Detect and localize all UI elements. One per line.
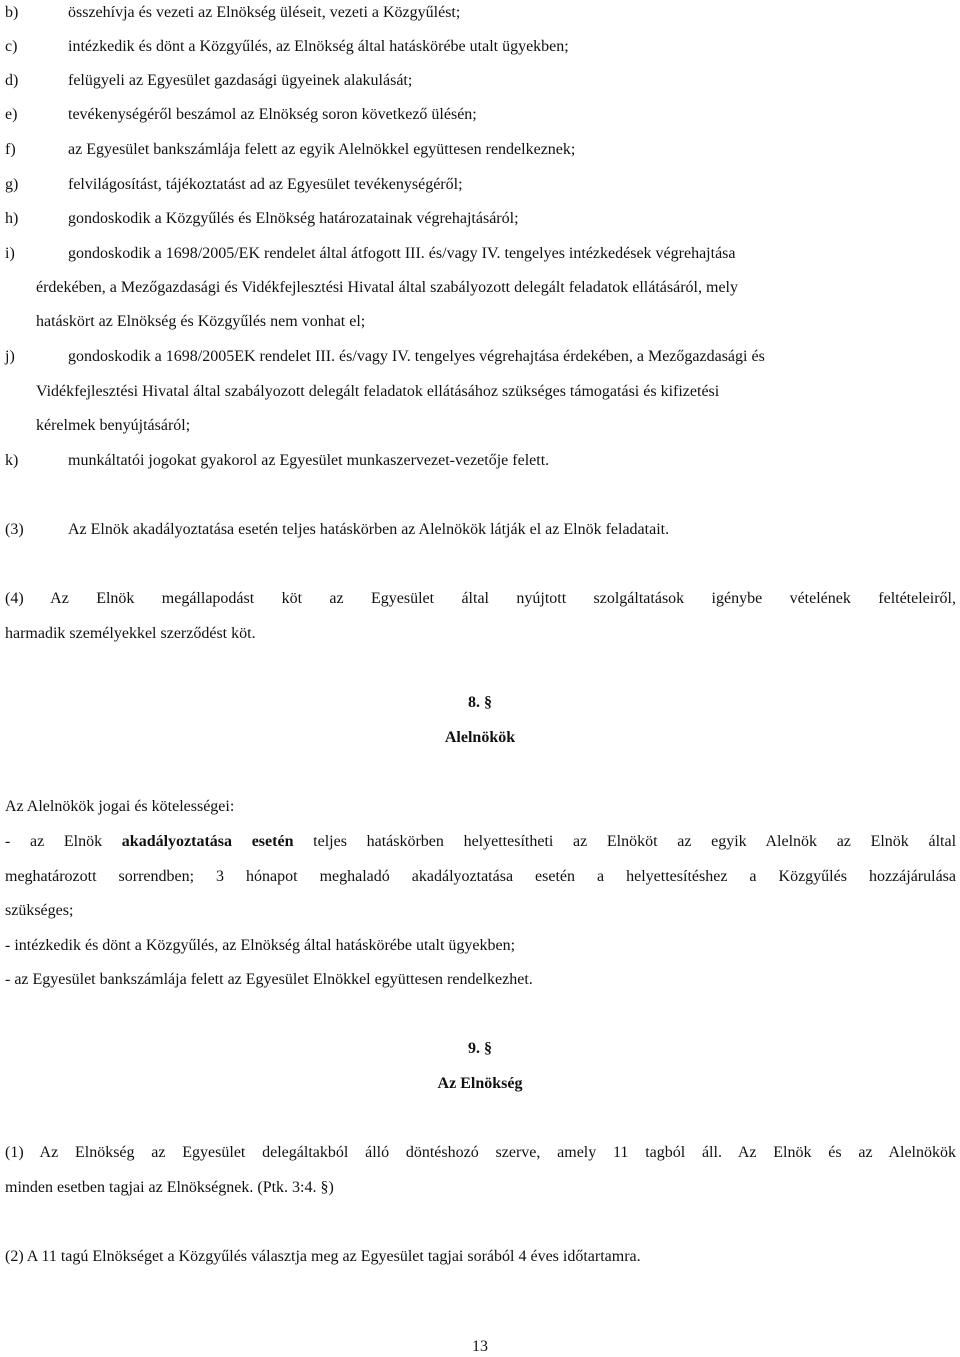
list-label: k) [5,452,19,469]
list-label: i) [5,245,15,262]
list-label: j) [5,348,15,365]
paragraph-text: minden esetben tagjai az Elnökségnek. (Ptk. 3:4. §) [5,1179,334,1196]
list-text: tevékenységéről beszámol az Elnökség soron következő ülésén; [68,106,477,123]
section-number: 8. § [468,694,492,711]
list-text: felvilágosítást, tájékoztatást ad az Egyesület tevékenységéről; [68,176,463,193]
list-label: d) [5,72,19,89]
bullet-text: - az Elnök [5,833,122,850]
list-text: munkáltatói jogokat gyakorol az Egyesület munkaszervezet-vezetője felett. [68,452,550,469]
bullet-text: teljes hatáskörben helyettesítheti az Elnököt az egyik Alelnök az Elnök által [293,833,957,850]
list-text: összehívja és vezeti az Elnökség üléseit, vezeti a Közgyűlést; [68,4,461,21]
bullet-item: - intézkedik és dönt a Közgyűlés, az Elnökség által hatáskörébe utalt ügyekben; [5,937,516,954]
list-text: gondoskodik a 1698/2005EK rendelet III. és/vagy IV. tengelyes végrehajtása érdekében, a Mezőgazdasági és [68,348,765,365]
page-number: 13 [472,1338,488,1355]
paragraph-text: (1) Az Elnökség az Egyesület delegáltakból álló döntéshozó szerve, amely 11 tagból áll. Az Elnök és az Alelnökök [5,1144,956,1161]
paragraph-text: (2) A 11 tagú Elnökséget a Közgyűlés választja meg az Egyesület tagjai sorából 4 éves időtartamra. [5,1248,641,1265]
list-text: érdekében, a Mezőgazdasági és Vidékfejlesztési Hivatal által szabályozott delegált feladatok ellátásáról, mely [36,279,738,296]
list-label: e) [5,106,18,123]
list-label: f) [5,141,16,158]
paragraph-text: harmadik személyekkel szerződést köt. [5,625,256,642]
list-text: kérelmek benyújtásáról; [36,417,191,434]
section-number: 9. § [468,1040,492,1057]
bullet-item [5,832,956,852]
list-text: az Egyesület bankszámlája felett az egyik Alelnökkel együttesen rendelkeznek; [68,141,576,158]
list-text: hatáskört az Elnökség és Közgyűlés nem vonhat el; [36,313,366,330]
bullet-item: - az Egyesület bankszámlája felett az Egyesület Elnökkel együttesen rendelkezhet. [5,971,533,988]
list-text: Vidékfejlesztési Hivatal által szabályozott delegált feladatok ellátásához szükséges támogatási és kifizetési [36,383,720,400]
list-label: b) [5,4,19,21]
section-intro: Az Alelnökök jogai és kötelességei: [5,798,235,815]
list-text: felügyeli az Egyesület gazdasági ügyeinek alakulását; [68,72,413,89]
list-text: intézkedik és dönt a Közgyűlés, az Elnökség által hatáskörébe utalt ügyekben; [68,38,569,55]
bullet-text: szükséges; [5,902,74,919]
paragraph-text: Az Elnök akadályoztatása esetén teljes hatáskörben az Alelnökök látják el az Elnök feladatait. [68,521,670,538]
list-label: c) [5,38,18,55]
paragraph-number: (3) [5,521,24,538]
section-title: Alelnökök [444,729,516,746]
list-text: gondoskodik a 1698/2005/EK rendelet által átfogott III. és/vagy IV. tengelyes intézkedések végrehajtása [68,245,736,262]
bold-text: akadályoztatása esetén [121,833,294,850]
section-title: Az Elnökség [437,1075,523,1092]
list-label: h) [5,210,19,227]
paragraph-text: (4) Az Elnök megállapodást köt az Egyesület által nyújtott szolgáltatások igénybe vételének feltételeiről, [5,590,956,607]
bullet-text: meghatározott sorrendben; 3 hónapot meghaladó akadályoztatása esetén a helyettesítéshez a Közgyűlés hozzájárulása [5,868,956,885]
list-label: g) [5,176,19,193]
list-text: gondoskodik a Közgyűlés és Elnökség határozatainak végrehajtásáról; [68,210,519,227]
